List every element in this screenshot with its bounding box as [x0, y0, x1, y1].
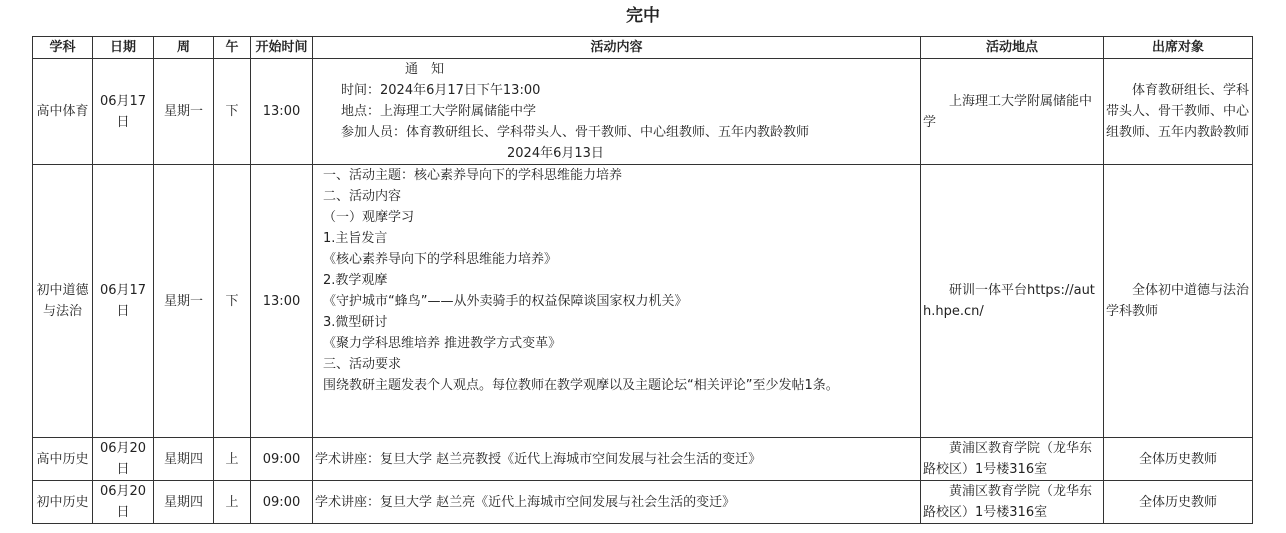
cell-half-day: 上: [214, 438, 251, 481]
cell-date: 06月20日: [93, 481, 154, 524]
content-line: 2.教学观摩: [323, 273, 388, 288]
page-title: 完中: [626, 6, 660, 26]
table-row: [33, 165, 1253, 438]
cell-subject: 初中道德与法治: [33, 165, 93, 438]
notice-line: 参加人员：体育教研组长、学科带头人、骨干教师、中心组教师、五年内教龄教师: [341, 125, 810, 140]
cell-start-time: 09:00: [251, 438, 313, 481]
cell-place: 黄浦区教育学院（龙华东路校区）1号楼316室: [921, 438, 1104, 481]
notice-line: 时间：2024年6月17日下午13:00: [341, 83, 541, 98]
cell-half-day: 下: [214, 59, 251, 165]
cell-weekday: 星期四: [154, 438, 214, 481]
cell-audience: 体育教研组长、学科带头人、骨干教师、中心组教师、五年内教龄教师: [1104, 59, 1253, 165]
cell-start-time: 09:00: [251, 481, 313, 524]
table-row: [33, 59, 1253, 165]
cell-start-time: 13:00: [251, 165, 313, 438]
content-line: 二、活动内容: [323, 189, 402, 204]
header-date: 日期: [93, 37, 154, 59]
cell-audience: 全体历史教师: [1104, 438, 1253, 481]
content-line: 1.主旨发言: [323, 231, 388, 246]
content-line: 围绕教研主题发表个人观点。每位教师在教学观摩以及主题论坛“相关评论”至少发帖1条。: [323, 378, 839, 393]
header-half-day: 午: [214, 37, 251, 59]
cell-place: 研训一体平台https://auth.hpe.cn/: [921, 165, 1104, 438]
cell-weekday: 星期一: [154, 165, 214, 438]
header-place: 活动地点: [921, 37, 1104, 59]
content-line: 3.微型研讨: [323, 315, 388, 330]
notice-date: 2024年6月13日: [507, 146, 604, 161]
cell-content: [313, 59, 921, 165]
cell-subject: 初中历史: [33, 481, 93, 524]
content-line: 《聚力学科思维培养 推进教学方式变革》: [323, 336, 562, 351]
cell-subject: 高中历史: [33, 438, 93, 481]
cell-date: 06月20日: [93, 438, 154, 481]
cell-weekday: 星期一: [154, 59, 214, 165]
cell-half-day: 下: [214, 165, 251, 438]
content-line: （一）观摩学习: [323, 210, 415, 225]
header-subject: 学科: [33, 37, 93, 59]
header-content: 活动内容: [313, 37, 921, 59]
cell-half-day: 上: [214, 481, 251, 524]
cell-audience: 全体历史教师: [1104, 481, 1253, 524]
header-start-time: 开始时间: [251, 37, 313, 59]
header-audience: 出席对象: [1104, 37, 1253, 59]
notice-title: 通 知: [405, 62, 445, 77]
content-line: 《守护城市“蜂鸟”——从外卖骑手的权益保障谈国家权力机关》: [323, 294, 688, 309]
content-line: 一、活动主题：核心素养导向下的学科思维能力培养: [323, 168, 623, 183]
table-row: [33, 481, 1253, 524]
header-weekday: 周: [154, 37, 214, 59]
table-header-row: [33, 37, 1253, 59]
table-row: [33, 438, 1253, 481]
cell-content: [313, 165, 921, 438]
cell-content: 学术讲座：复旦大学 赵兰亮教授《近代上海城市空间发展与社会生活的变迁》: [313, 438, 921, 481]
cell-date: 06月17日: [93, 59, 154, 165]
cell-content: 学术讲座：复旦大学 赵兰亮《近代上海城市空间发展与社会生活的变迁》: [313, 481, 921, 524]
notice-line: 地点：上海理工大学附属储能中学: [341, 104, 537, 119]
cell-place: 黄浦区教育学院（龙华东路校区）1号楼316室: [921, 481, 1104, 524]
cell-weekday: 星期四: [154, 481, 214, 524]
cell-subject: 高中体育: [33, 59, 93, 165]
schedule-table: [32, 36, 1253, 524]
cell-date: 06月17日: [93, 165, 154, 438]
cell-start-time: 13:00: [251, 59, 313, 165]
content-line: 《核心素养导向下的学科思维能力培养》: [323, 252, 558, 267]
content-line: 三、活动要求: [323, 357, 402, 372]
cell-place: 上海理工大学附属储能中学: [921, 59, 1104, 165]
cell-audience: 全体初中道德与法治学科教师: [1104, 165, 1253, 438]
